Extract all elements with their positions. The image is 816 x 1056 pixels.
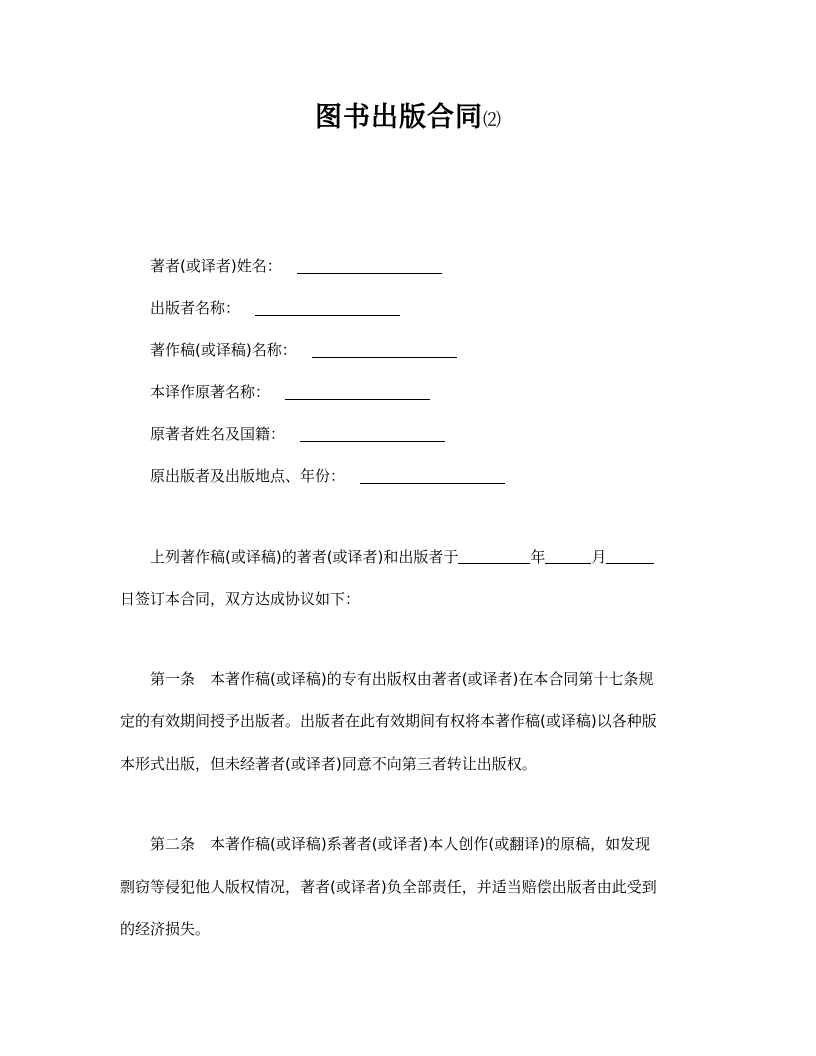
article-1-line-2: 定的有效期间授予出版者。出版者在此有效期间有权将本著作稿(或译稿)以各种版	[120, 712, 657, 730]
work-name-blank	[312, 338, 457, 358]
field-original-publisher-label: 原出版者及出版地点、年份：	[150, 467, 346, 485]
field-original-publisher	[150, 464, 505, 488]
date-day-blank	[606, 544, 654, 564]
original-work-name-blank	[285, 380, 430, 400]
intro-month-label: 月	[591, 548, 607, 566]
field-work-name-label: 著作稿(或译稿)名称：	[150, 341, 297, 359]
intro-year-label: 年	[530, 548, 546, 566]
intro-line-1	[150, 544, 654, 570]
article-1-line-1: 第一条 本著作稿(或译稿)的专有出版权由著者(或译者)在本合同第十七条规	[150, 670, 654, 688]
date-year-blank	[458, 544, 530, 564]
field-publisher-name	[150, 296, 400, 320]
document-title-text: 图书出版合同	[315, 102, 483, 133]
original-author-blank	[300, 422, 445, 442]
intro-line-2: 日签订本合同，双方达成协议如下：	[120, 590, 361, 608]
date-month-blank	[545, 544, 591, 564]
field-original-work-name-label: 本译作原著名称：	[150, 383, 271, 401]
article-2-line-2: 剽窃等侵犯他人版权情况，著者(或译者)负全部责任，并适当赔偿出版者由此受到	[120, 878, 657, 896]
article-2-line-3: 的经济损失。	[120, 920, 211, 938]
field-original-author-label: 原著者姓名及国籍：	[150, 425, 286, 443]
article-2-line-1: 第二条 本著作稿(或译稿)系著者(或译者)本人创作(或翻译)的原稿，如发现	[150, 835, 651, 853]
field-author-name	[150, 254, 442, 278]
article-1-line-3: 本形式出版，但未经著者(或译者)同意不向第三者转让出版权。	[120, 755, 537, 773]
field-work-name	[150, 338, 457, 362]
publisher-name-blank	[255, 296, 400, 316]
field-original-author	[150, 422, 445, 446]
original-publisher-blank	[360, 464, 505, 484]
field-publisher-name-label: 出版者名称：	[150, 299, 241, 317]
intro-text: 上列著作稿(或译稿)的著者(或译者)和出版者于	[150, 548, 459, 566]
document-title-number: ⑵	[483, 110, 501, 131]
author-name-blank	[297, 254, 442, 274]
field-author-name-label: 著者(或译者)姓名：	[150, 257, 282, 275]
field-original-work-name	[150, 380, 430, 404]
document-title	[0, 98, 816, 141]
